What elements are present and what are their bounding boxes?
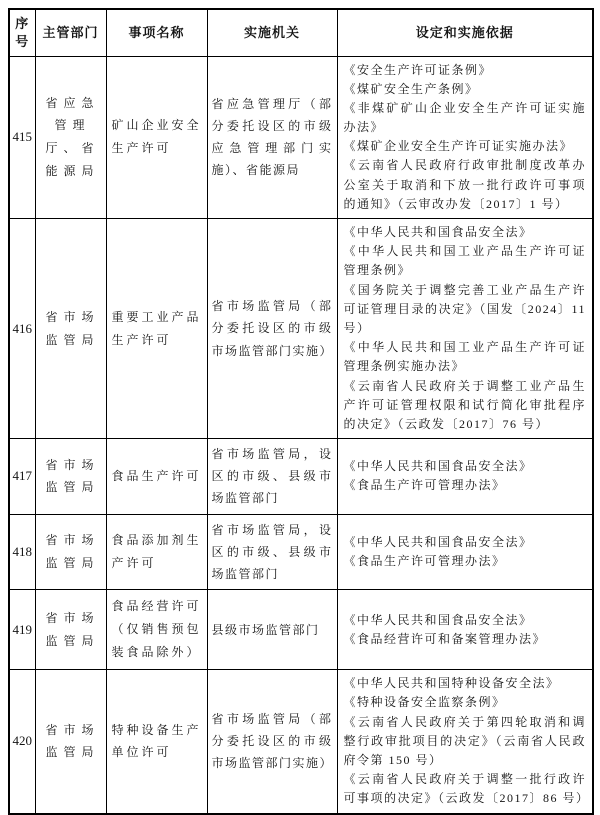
cell-serial: 417 [9, 439, 35, 515]
basis-entry: 《云南省人民政府关于调整一批行政许可事项的决定》（云政发〔2017〕86 号） [343, 772, 590, 806]
cell-basis [337, 590, 593, 670]
basis-entry: 《中华人民共和国食品安全法》 [343, 225, 533, 239]
header-department: 主管部门 [35, 9, 106, 56]
basis-entry: 《中华人民共和国食品安全法》 [343, 612, 533, 627]
cell-basis [337, 439, 593, 515]
header-item-name: 事项名称 [106, 9, 207, 56]
header-agency: 实施机关 [207, 9, 337, 56]
cell-serial: 418 [9, 514, 35, 590]
basis-entry: 《中华人民共和国工业产品生产许可证管理条例》 [343, 244, 586, 278]
basis-entry: 《安全生产许可证条例》 [343, 62, 493, 77]
header-row [9, 9, 593, 56]
cell-basis [337, 670, 593, 814]
table-row [9, 56, 593, 219]
cell-department: 省市场监管局 [35, 590, 106, 670]
cell-basis [337, 56, 593, 219]
cell-item-name: 食品经营许可（仅销售预包装食品除外） [106, 590, 207, 670]
basis-entry: 《云南省人民政府关于调整工业产品生产许可证管理权限和试行简化审批程序的决定》（云政发〔2017〕76 号） [343, 378, 586, 431]
cell-item-name: 特种设备生产单位许可 [106, 670, 207, 814]
cell-agency: 县级市场监管部门 [207, 590, 337, 670]
cell-item-name: 重要工业产品生产许可 [106, 219, 207, 439]
cell-basis [337, 514, 593, 590]
table-row [9, 670, 593, 814]
cell-item-name: 矿山企业安全生产许可 [106, 56, 207, 219]
cell-agency: 省市场监管局（部分委托设区的市级市场监管部门实施） [207, 670, 337, 814]
cell-item-name: 食品添加剂生产许可 [106, 514, 207, 590]
cell-department: 省市场监管局 [35, 219, 106, 439]
basis-entry: 《非煤矿矿山企业安全生产许可证实施办法》 [343, 100, 586, 135]
table-row [9, 219, 593, 439]
header-basis: 设定和实施依据 [337, 9, 593, 56]
cell-agency: 省市场监管局，设区的市级、县级市场监管部门 [207, 514, 337, 590]
header-serial: 序号 [9, 9, 35, 56]
cell-agency: 省应急管理厅（部分委托设区的市级应急管理部门实施）、省能源局 [207, 56, 337, 219]
basis-entry: 《煤矿安全生产条例》 [343, 81, 479, 96]
cell-serial: 415 [9, 56, 35, 219]
cell-serial: 416 [9, 219, 35, 439]
basis-entry: 《中华人民共和国工业产品生产许可证管理条例实施办法》 [343, 340, 586, 374]
table-row [9, 590, 593, 670]
cell-basis [337, 219, 593, 439]
basis-entry: 《云南省人民政府行政审批制度改革办公室关于取消和下放一批行政许可事项的通知》（云审改办发〔2017〕1 号） [343, 158, 586, 211]
cell-department: 省市场监管局 [35, 439, 106, 515]
cell-department: 省市场监管局 [35, 670, 106, 814]
cell-agency: 省市场监管局（部分委托设区的市级市场监管部门实施） [207, 219, 337, 439]
table-row [9, 439, 593, 515]
cell-department: 省应急管理厅、省能源局 [35, 56, 106, 219]
cell-item-name: 食品生产许可 [106, 439, 207, 515]
basis-entry: 《中华人民共和国食品安全法》 [343, 534, 533, 549]
basis-entry: 《特种设备安全监察条例》 [343, 695, 506, 710]
cell-serial: 419 [9, 590, 35, 670]
table-header [9, 9, 593, 56]
table-body [9, 56, 593, 814]
basis-entry: 《中华人民共和国特种设备安全法》 [343, 676, 560, 691]
cell-serial: 420 [9, 670, 35, 814]
cell-department: 省市场监管局 [35, 514, 106, 590]
licensing-items-table [8, 8, 594, 815]
table-row [9, 514, 593, 590]
basis-entry: 《中华人民共和国食品安全法》 [343, 459, 533, 474]
basis-entry: 《云南省人民政府关于第四轮取消和调整行政审批项目的决定》（云南省人民政府令第 150 号） [343, 714, 586, 767]
basis-entry: 《国务院关于调整完善工业产品生产许可证管理目录的决定》（国发〔2024〕11 号） [343, 282, 586, 335]
basis-entry: 《食品生产许可管理办法》 [343, 478, 506, 493]
basis-entry: 《食品生产许可管理办法》 [343, 553, 506, 568]
basis-entry: 《煤矿企业安全生产许可证实施办法》 [343, 139, 574, 154]
basis-entry: 《食品经营许可和备案管理办法》 [343, 631, 547, 646]
cell-agency: 省市场监管局，设区的市级、县级市场监管部门 [207, 439, 337, 515]
